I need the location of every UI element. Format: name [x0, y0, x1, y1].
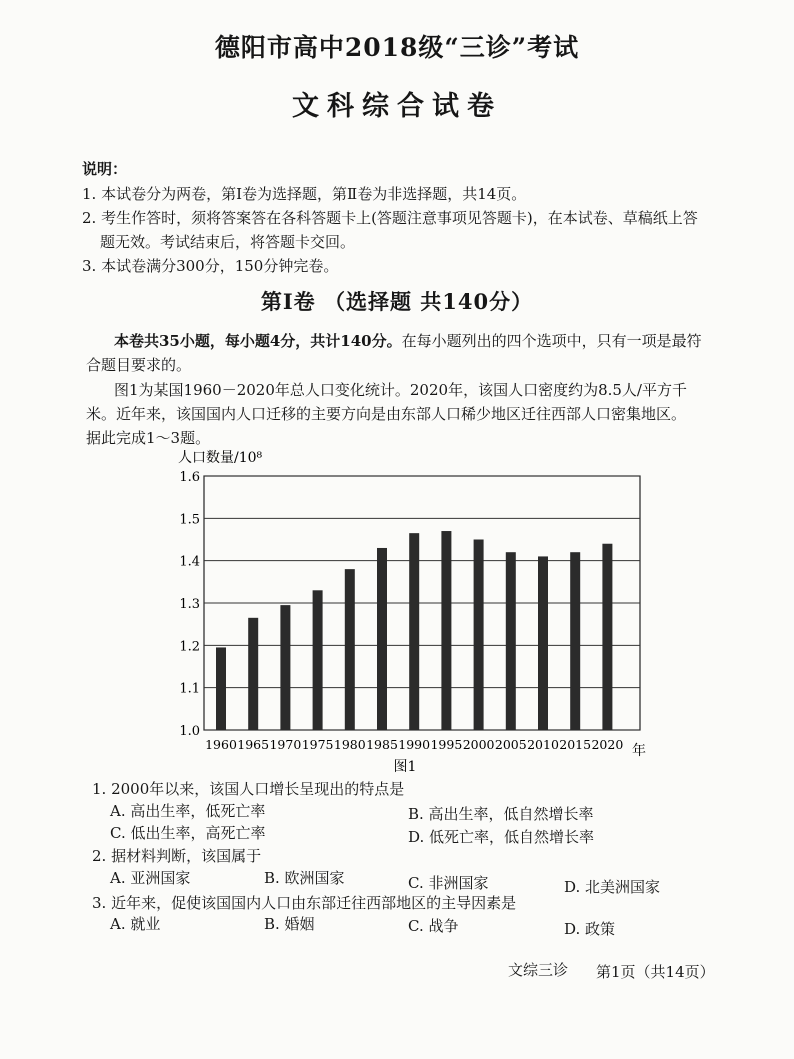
- x-tick-label: 2000: [462, 737, 495, 752]
- exam-subtitle: 文科综合试卷: [292, 91, 502, 122]
- q2-option-b: B. 欧洲国家: [264, 869, 345, 887]
- bar-1990: [409, 533, 419, 730]
- x-tick-label: 1960: [205, 737, 237, 752]
- bar-2020: [602, 544, 612, 730]
- x-tick-label: 2015: [559, 737, 592, 752]
- x-tick-label: 1990: [398, 737, 431, 752]
- bar-1985: [377, 548, 387, 730]
- section-intro-bold: 本卷共35小题，每小题4分，共计140分。: [114, 332, 402, 350]
- passage-line-2: 米。近年来，该国国内人口迁移的主要方向是由东部人口稀少地区迁往西部人口密集地区。: [86, 405, 687, 423]
- bar-2015: [570, 552, 580, 730]
- bar-2010: [538, 556, 548, 730]
- x-tick-label: 1975: [301, 737, 334, 752]
- y-tick-label: 1.0: [179, 724, 200, 739]
- bar-2000: [474, 540, 484, 731]
- q1-option-a: A. 高出生率，低死亡率: [110, 802, 266, 820]
- q2-option-d: D. 北美洲国家: [564, 878, 661, 896]
- section-title: 第Ⅰ卷 （选择题 共140分）: [260, 289, 534, 314]
- y-tick-label: 1.6: [179, 470, 200, 485]
- footer-subject: 文综三诊: [508, 961, 569, 979]
- passage-line-1: 图1为某国1960－2020年总人口变化统计。2020年，该国人口密度约为8.5人/平方千: [114, 381, 687, 399]
- note-item-2: 2. 考生作答时，须将答案答在各科答题卡上(答题注意事项见答题卡)，在本试卷、草稿纸上答: [82, 209, 698, 227]
- y-tick-label: 1.5: [179, 512, 200, 528]
- bar-1960: [216, 647, 226, 730]
- y-tick-label: 1.4: [179, 554, 200, 570]
- notes-heading: 说明：: [82, 160, 128, 178]
- q2-option-a: A. 亚洲国家: [110, 869, 191, 887]
- bar-2005: [506, 552, 516, 730]
- bar-1995: [441, 531, 451, 730]
- footer-page: 第1页（共14页）: [596, 963, 715, 981]
- passage-line-3: 据此完成1～3题。: [86, 429, 211, 447]
- chart-caption: 图1: [393, 759, 417, 775]
- x-tick-label: 2010: [527, 737, 559, 752]
- section-intro-line2: 合题目要求的。: [86, 356, 192, 374]
- x-tick-label: 1980: [333, 737, 366, 752]
- note-item-1: 1. 本试卷分为两卷，第Ⅰ卷为选择题，第Ⅱ卷为非选择题，共14页。: [82, 185, 527, 203]
- question-3-stem: 3. 近年来，促使该国国内人口由东部迁往西部地区的主导因素是: [92, 894, 517, 912]
- note-item-3: 3. 本试卷满分300分，150分钟完卷。: [82, 257, 339, 275]
- section-intro: [114, 330, 702, 351]
- x-tick-label: 1965: [237, 737, 270, 752]
- q3-option-d: D. 政策: [564, 920, 616, 938]
- x-tick-label: 1970: [269, 737, 302, 752]
- note-item-2-cont: 题无效。考试结束后，将答题卡交回。: [100, 233, 356, 251]
- q1-option-d: D. 低死亡率，低自然增长率: [408, 828, 595, 846]
- section-intro-rest: 在每小题列出的四个选项中，只有一项是最符: [401, 332, 702, 350]
- question-1-stem: 1. 2000年以来，该国人口增长呈现出的特点是: [92, 780, 405, 798]
- y-tick-label: 1.3: [179, 597, 200, 612]
- bar-1975: [313, 590, 323, 730]
- bar-1970: [280, 605, 290, 730]
- y-tick-label: 1.2: [179, 639, 200, 655]
- q1-option-b: B. 高出生率，低自然增长率: [408, 805, 594, 823]
- x-tick-label: 2020: [591, 737, 624, 752]
- chart-xlabel: 年: [632, 743, 646, 759]
- y-tick-label: 1.1: [179, 681, 200, 697]
- bar-1980: [345, 569, 355, 730]
- q1-option-c: C. 低出生率，高死亡率: [110, 824, 266, 842]
- chart-ylabel: 人口数量/10⁸: [178, 450, 263, 466]
- chart-xticks: [205, 737, 623, 752]
- x-tick-label: 1985: [366, 737, 398, 752]
- q2-option-c: C. 非洲国家: [408, 874, 489, 892]
- question-2-stem: 2. 据材料判断，该国属于: [92, 847, 262, 865]
- x-tick-label: 2005: [494, 737, 527, 752]
- population-bar-chart: [0, 440, 794, 780]
- exam-title: 德阳市高中2018级“三诊”考试: [214, 33, 580, 62]
- x-tick-label: 1995: [430, 737, 463, 752]
- q3-option-c: C. 战争: [408, 917, 459, 935]
- bar-1965: [248, 618, 258, 730]
- q3-option-b: B. 婚姻: [264, 915, 315, 933]
- chart-yticks: [179, 470, 200, 739]
- q3-option-a: A. 就业: [110, 915, 161, 933]
